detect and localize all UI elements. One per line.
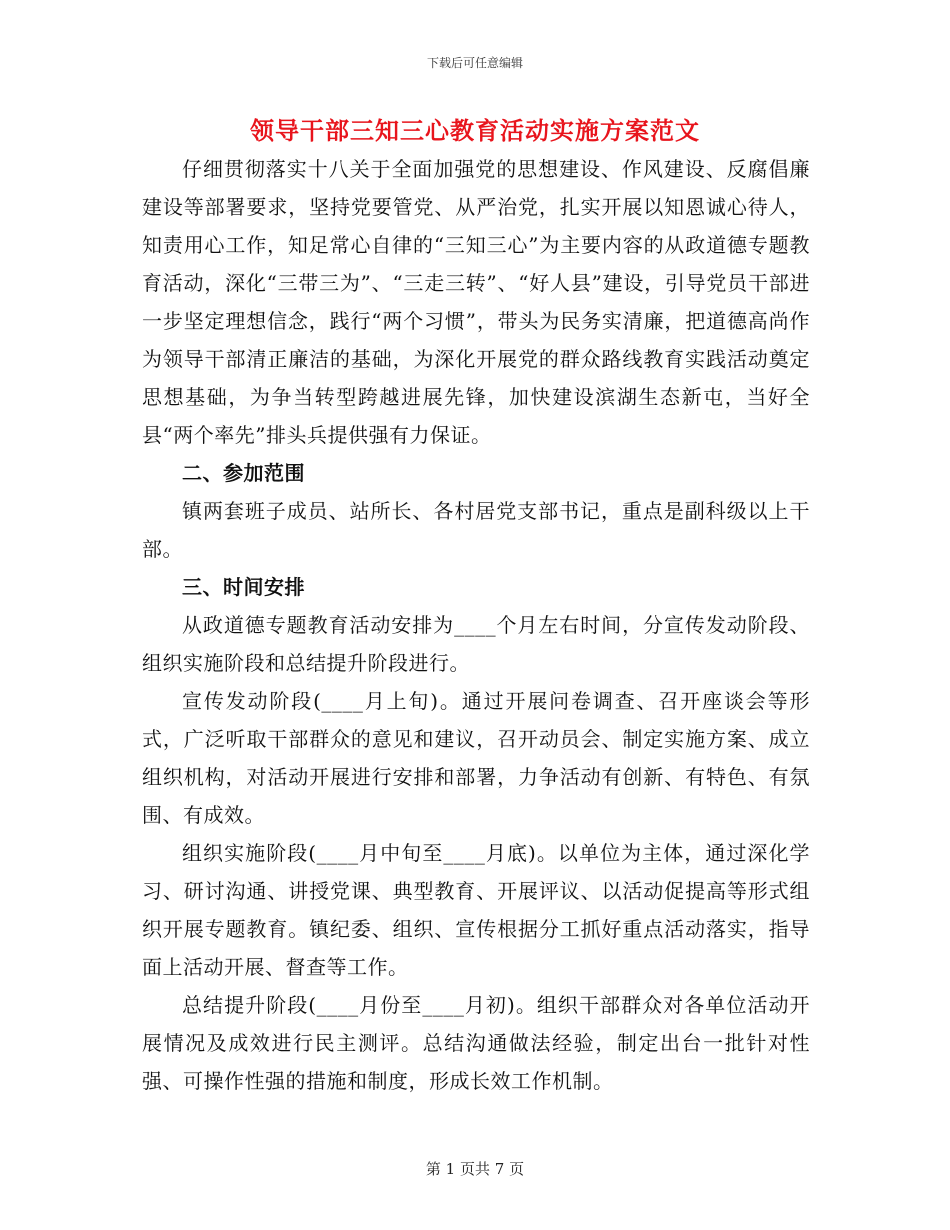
paragraph-stage-publicity: 宣传发动阶段(____月上旬)。通过开展问卷调查、召开座谈会等形式，广泛听取干部群众的意见和建议，召开动员会、制定实施方案、成立组织机构，对活动开展进行安排和部署，力争活动有创新、有特色、有氛围、有成效。 [142, 689, 810, 827]
paragraph-intro: 仔细贯彻落实十八关于全面加强党的思想建设、作风建设、反腐倡廉建设等部署要求，坚持党要管党、从严治党，扎实开展以知恩诚心待人，知责用心工作，知足常心自律的“三知三心”为主要内容的从政道德专题教育活动，深化“三带三为”、“三走三转”、“好人县”建设，引导党员干部进一步坚定理想信念，践行“两个习惯”，带头为民务实清廉，把道德高尚作为领导干部清正廉洁的基础，为深化开展党的群众路线教育实践活动奠定思想基础，为争当转型跨越进展先锋，加快建设滨湖生态新屯，当好全县“两个率先”排头兵提供强有力保证。 [142, 157, 810, 447]
paragraph-stage-implementation: 组织实施阶段(____月中旬至____月底)。以单位为主体，通过深化学习、研讨沟通、讲授党课、典型教育、开展评议、以活动促提高等形式组织开展专题教育。镇纪委、组织、宣传根据分工抓好重点活动落实，指导面上活动开展、督查等工作。 [142, 841, 810, 979]
page-number: 第 1 页共 7 页 [425, 1160, 525, 1178]
document-body [142, 150, 810, 1100]
paragraph-schedule: 从政道德专题教育活动安排为____个月左右时间，分宣传发动阶段、组织实施阶段和总结提升阶段进行。 [142, 613, 810, 675]
header-note: 下载后可任意编辑 [426, 56, 523, 70]
document-title: 领导干部三知三心教育活动实施方案范文 [250, 116, 700, 145]
paragraph-scope: 镇两套班子成员、站所长、各村居党支部书记，重点是副科级以上干部。 [142, 499, 810, 561]
section-heading-scope: 二、参加范围 [182, 461, 305, 485]
paragraph-stage-summary: 总结提升阶段(____月份至____月初)。组织干部群众对各单位活动开展情况及成效进行民主测评。总结沟通做法经验，制定出台一批针对性强、可操作性强的措施和制度，形成长效工作机制。 [142, 993, 810, 1093]
section-heading-schedule: 三、时间安排 [182, 575, 305, 599]
